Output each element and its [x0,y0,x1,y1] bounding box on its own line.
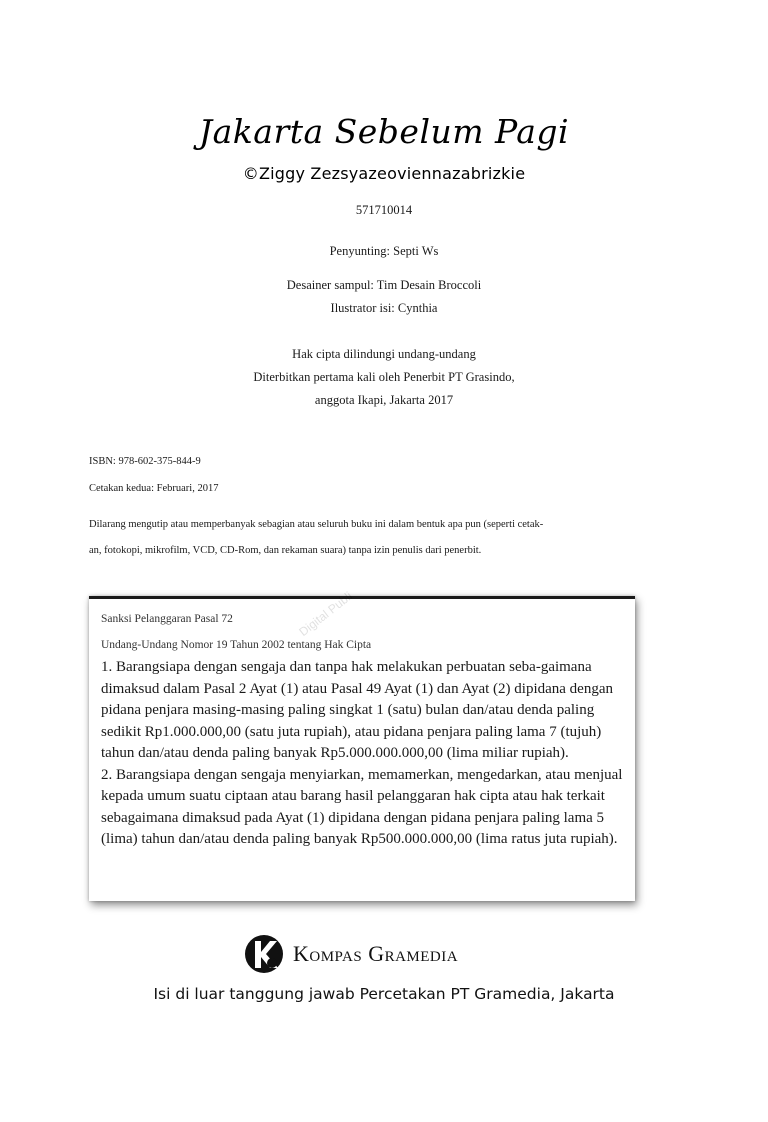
edition-text: Cetakan kedua: Februari, 2017 [89,483,219,494]
publisher-name: Kompas Gramedia [293,941,459,966]
sanction-heading: Sanksi Pelanggaran Pasal 72 [101,613,233,625]
copying-warning [89,512,649,564]
publisher-member-line: anggota Ikapi, Jakarta 2017 [314,393,454,407]
kompas-gramedia-logo-icon [243,933,285,975]
copyright-line: Hak cipta dilindungi undang-undang [292,347,476,361]
printing-disclaimer: Isi di luar tanggung jawab Percetakan PT Gramedia, Jakarta [153,985,615,1003]
publication-info [89,448,218,502]
watermark-text: Digital Publi [296,588,355,640]
isbn-text: ISBN: 978-602-375-844-9 [89,456,201,467]
editor-credit: Penyunting: Septi Ws [329,244,439,258]
publisher-logo [243,932,458,976]
sanction-point: 1. Barangsiapa dengan sengaja dan tanpa hak melakukan perbuatan seba-gaimana dimaksud dalam Pasal 2 Ayat (1) atau Pasal 49 Ayat (1) dan Ayat (2) dipidana dengan pidana penjara masing-masing paling singkat 1 (satu) bulan dan/atau denda paling sedikit Rp1.000.000,00 (satu juta rupiah), atau pidana penjara paling lama 7 (tujuh) tahun dan/atau denda paling banyak Rp5.000.000.000,00 (lima miliar rupiah). [101,659,613,761]
sanction-points [101,657,631,851]
publisher-line: Diterbitkan pertama kali oleh Penerbit PT Grasindo, [253,370,515,384]
sanction-law-title: Undang-Undang Nomor 19 Tahun 2002 tentang Hak Cipta [101,639,372,651]
warning-line: Dilarang mengutip atau memperbanyak sebagian atau seluruh buku ini dalam bentuk apa pun (seperti cetak- [89,519,544,530]
book-title: Jakarta Sebelum Pagi [198,112,570,151]
book-code: 571710014 [355,203,413,217]
publisher-logo-text [293,941,458,967]
illustrator-credit: Ilustrator isi: Cynthia [330,301,438,315]
warning-line: an, fotokopi, mikrofilm, VCD, CD-Rom, dan rekaman suara) tanpa izin penulis dari penerbit. [89,545,482,556]
sanction-box [89,588,635,901]
cover-designer-credit: Desainer sampul: Tim Desain Broccoli [286,278,482,292]
sanction-point: 2. Barangsiapa dengan sengaja menyiarkan, memamerkan, mengedarkan, atau menjual kepada umum suatu ciptaan atau barang hasil pelanggaran hak cipta atau hak terkait sebagaimana dimaksud pada Ayat (1) dipidana dengan pidana penjara paling lama 5 (lima) tahun dan/atau denda paling banyak Rp500.000.000,00 (lima ratus juta rupiah). [101,766,623,847]
author-credit: ©Ziggy Zezsyazeoviennazabrizkie [242,164,526,183]
